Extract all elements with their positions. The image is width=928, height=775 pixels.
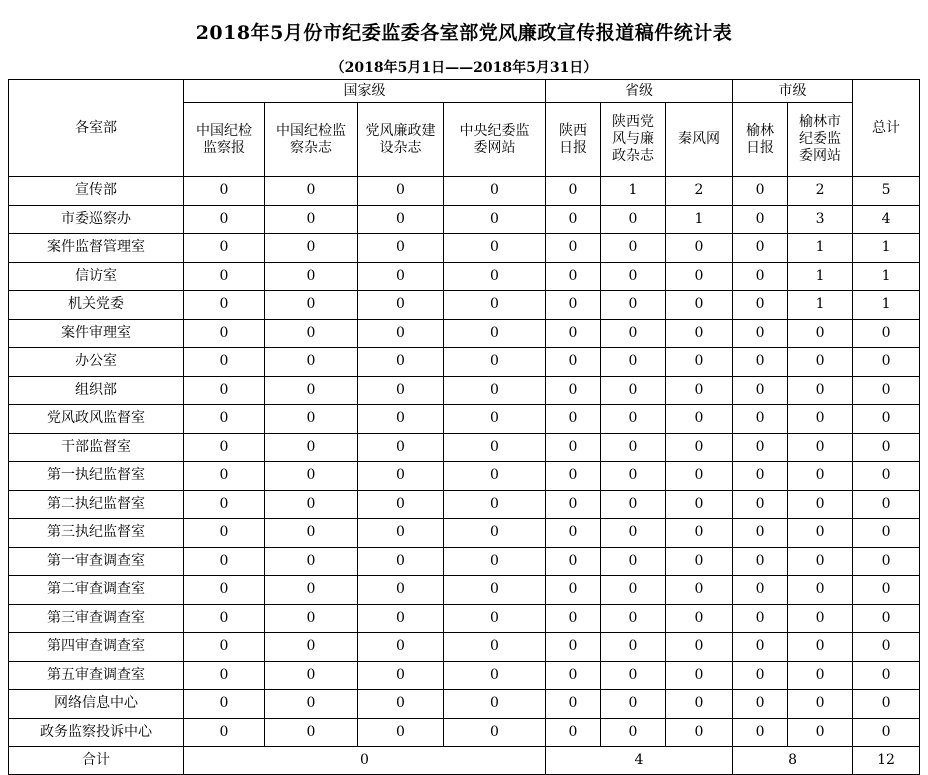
- value-cell: 0: [788, 547, 853, 576]
- row-total-cell: 0: [853, 690, 920, 719]
- value-cell: 0: [666, 262, 733, 291]
- value-cell: 0: [444, 690, 546, 719]
- dept-header: 各室部: [9, 80, 184, 177]
- value-cell: 0: [601, 604, 666, 633]
- value-cell: 1: [601, 177, 666, 206]
- value-cell: 0: [733, 661, 788, 690]
- column-header: 陕西日报: [546, 103, 601, 177]
- row-total-cell: 0: [853, 547, 920, 576]
- table-row: [9, 291, 920, 320]
- value-cell: 0: [358, 405, 444, 434]
- value-cell: 0: [358, 633, 444, 662]
- value-cell: 1: [788, 291, 853, 320]
- column-header: 中央纪委监委网站: [444, 103, 546, 177]
- value-cell: 0: [444, 661, 546, 690]
- row-total-cell: 0: [853, 519, 920, 548]
- dept-name-cell: 第一审查调查室: [9, 547, 184, 576]
- value-cell: 0: [666, 490, 733, 519]
- value-cell: 0: [444, 462, 546, 491]
- value-cell: 0: [601, 576, 666, 605]
- dept-name-cell: 第四审查调查室: [9, 633, 184, 662]
- value-cell: 0: [358, 177, 444, 206]
- value-cell: 0: [358, 661, 444, 690]
- value-cell: 0: [184, 433, 265, 462]
- value-cell: 0: [265, 291, 358, 320]
- dept-name-cell: 第一执纪监督室: [9, 462, 184, 491]
- value-cell: 0: [601, 462, 666, 491]
- value-cell: 0: [601, 661, 666, 690]
- row-total-cell: 0: [853, 376, 920, 405]
- value-cell: 0: [358, 547, 444, 576]
- summary-provincial: 4: [546, 747, 733, 775]
- value-cell: 0: [265, 690, 358, 719]
- table-row: [9, 319, 920, 348]
- value-cell: 0: [788, 490, 853, 519]
- value-cell: 0: [666, 633, 733, 662]
- value-cell: 0: [733, 519, 788, 548]
- table-row: [9, 376, 920, 405]
- table-row: [9, 433, 920, 462]
- value-cell: 0: [788, 433, 853, 462]
- value-cell: 0: [184, 319, 265, 348]
- column-header: 党风廉政建设杂志: [358, 103, 444, 177]
- value-cell: 0: [184, 519, 265, 548]
- value-cell: 0: [601, 718, 666, 747]
- table-row: [9, 519, 920, 548]
- table-row: [9, 604, 920, 633]
- table-row: [9, 234, 920, 263]
- value-cell: 0: [184, 576, 265, 605]
- value-cell: 0: [733, 405, 788, 434]
- value-cell: 0: [546, 433, 601, 462]
- value-cell: 0: [358, 433, 444, 462]
- value-cell: 0: [666, 405, 733, 434]
- row-total-cell: 0: [853, 718, 920, 747]
- page-title: 2018年5月份市纪委监委各室部党风廉政宣传报道稿件统计表: [195, 22, 733, 44]
- value-cell: 0: [546, 376, 601, 405]
- row-total-cell: 0: [853, 576, 920, 605]
- group-header-national: 国家级: [184, 80, 546, 103]
- value-cell: 0: [546, 547, 601, 576]
- value-cell: 1: [788, 262, 853, 291]
- value-cell: 0: [733, 205, 788, 234]
- row-total-cell: 4: [853, 205, 920, 234]
- value-cell: 0: [546, 319, 601, 348]
- value-cell: 0: [666, 661, 733, 690]
- value-cell: 0: [733, 462, 788, 491]
- value-cell: 0: [601, 433, 666, 462]
- row-total-cell: 0: [853, 462, 920, 491]
- value-cell: 0: [265, 376, 358, 405]
- dept-name-cell: 政务监察投诉中心: [9, 718, 184, 747]
- value-cell: 0: [788, 462, 853, 491]
- value-cell: 0: [184, 405, 265, 434]
- value-cell: 0: [601, 376, 666, 405]
- dept-name-cell: 案件监督管理室: [9, 234, 184, 263]
- value-cell: 0: [546, 633, 601, 662]
- row-total-cell: 0: [853, 604, 920, 633]
- value-cell: 0: [601, 205, 666, 234]
- value-cell: 1: [788, 234, 853, 263]
- value-cell: 0: [358, 490, 444, 519]
- table-body: [9, 177, 920, 747]
- value-cell: 0: [358, 576, 444, 605]
- value-cell: 0: [601, 234, 666, 263]
- column-header: 榆林日报: [733, 103, 788, 177]
- summary-national: 0: [184, 747, 546, 775]
- value-cell: 0: [733, 319, 788, 348]
- summary-label: 合计: [9, 747, 184, 775]
- value-cell: 0: [444, 604, 546, 633]
- value-cell: 0: [358, 376, 444, 405]
- dept-name-cell: 第二执纪监督室: [9, 490, 184, 519]
- column-header: 秦风网: [666, 103, 733, 177]
- value-cell: 0: [666, 319, 733, 348]
- value-cell: 0: [444, 234, 546, 263]
- value-cell: 0: [184, 462, 265, 491]
- value-cell: 0: [788, 376, 853, 405]
- value-cell: 0: [733, 291, 788, 320]
- value-cell: 0: [788, 718, 853, 747]
- statistics-table: [8, 79, 920, 775]
- row-total-cell: 1: [853, 262, 920, 291]
- value-cell: 0: [733, 348, 788, 377]
- value-cell: 0: [546, 519, 601, 548]
- value-cell: 0: [733, 604, 788, 633]
- dept-name-cell: 第三执纪监督室: [9, 519, 184, 548]
- value-cell: 0: [444, 376, 546, 405]
- value-cell: 0: [184, 234, 265, 263]
- value-cell: 0: [733, 376, 788, 405]
- value-cell: 0: [444, 177, 546, 206]
- value-cell: 0: [601, 690, 666, 719]
- value-cell: 0: [265, 519, 358, 548]
- value-cell: 0: [733, 234, 788, 263]
- value-cell: 0: [265, 234, 358, 263]
- value-cell: 0: [358, 234, 444, 263]
- value-cell: 0: [358, 604, 444, 633]
- value-cell: 0: [546, 718, 601, 747]
- value-cell: 0: [265, 661, 358, 690]
- value-cell: 0: [265, 433, 358, 462]
- value-cell: 0: [546, 661, 601, 690]
- summary-row: [9, 747, 920, 775]
- value-cell: 0: [601, 519, 666, 548]
- column-header: 榆林市纪委监委网站: [788, 103, 853, 177]
- value-cell: 0: [788, 690, 853, 719]
- value-cell: 0: [444, 519, 546, 548]
- value-cell: 0: [666, 348, 733, 377]
- dept-name-cell: 案件审理室: [9, 319, 184, 348]
- value-cell: 0: [666, 291, 733, 320]
- table-row: [9, 576, 920, 605]
- value-cell: 0: [601, 319, 666, 348]
- value-cell: 0: [546, 490, 601, 519]
- page-subtitle: （2018年5月1日——2018年5月31日）: [330, 60, 598, 76]
- table-row: [9, 177, 920, 206]
- value-cell: 0: [788, 319, 853, 348]
- table-row: [9, 547, 920, 576]
- row-total-cell: 1: [853, 291, 920, 320]
- value-cell: 0: [184, 490, 265, 519]
- table-row: [9, 690, 920, 719]
- table-row: [9, 633, 920, 662]
- value-cell: 0: [444, 319, 546, 348]
- table-row: [9, 661, 920, 690]
- value-cell: 0: [601, 348, 666, 377]
- value-cell: 0: [265, 633, 358, 662]
- value-cell: 0: [265, 319, 358, 348]
- value-cell: 0: [265, 547, 358, 576]
- value-cell: 0: [265, 348, 358, 377]
- value-cell: 0: [265, 405, 358, 434]
- column-header: 中国纪检监察杂志: [265, 103, 358, 177]
- row-total-cell: 0: [853, 348, 920, 377]
- value-cell: 0: [546, 576, 601, 605]
- value-cell: 0: [265, 205, 358, 234]
- value-cell: 0: [358, 348, 444, 377]
- value-cell: 0: [546, 262, 601, 291]
- value-cell: 0: [358, 291, 444, 320]
- value-cell: 0: [265, 490, 358, 519]
- value-cell: 2: [788, 177, 853, 206]
- value-cell: 0: [265, 718, 358, 747]
- dept-name-cell: 办公室: [9, 348, 184, 377]
- value-cell: 0: [444, 348, 546, 377]
- value-cell: 0: [733, 262, 788, 291]
- table-row: [9, 490, 920, 519]
- summary-total: 12: [853, 747, 920, 775]
- value-cell: 0: [733, 177, 788, 206]
- dept-name-cell: 组织部: [9, 376, 184, 405]
- value-cell: 0: [358, 718, 444, 747]
- value-cell: 0: [444, 633, 546, 662]
- value-cell: 0: [733, 633, 788, 662]
- value-cell: 0: [184, 348, 265, 377]
- value-cell: 0: [666, 376, 733, 405]
- value-cell: 0: [184, 661, 265, 690]
- value-cell: 0: [666, 604, 733, 633]
- column-header: 陕西党风与廉政杂志: [601, 103, 666, 177]
- value-cell: 0: [788, 348, 853, 377]
- value-cell: 0: [265, 262, 358, 291]
- table-row: [9, 462, 920, 491]
- value-cell: 0: [444, 262, 546, 291]
- value-cell: 0: [788, 405, 853, 434]
- value-cell: 0: [184, 205, 265, 234]
- dept-name-cell: 宣传部: [9, 177, 184, 206]
- value-cell: 0: [666, 718, 733, 747]
- value-cell: 0: [733, 433, 788, 462]
- value-cell: 0: [546, 405, 601, 434]
- value-cell: 0: [666, 234, 733, 263]
- dept-name-cell: 第三审查调查室: [9, 604, 184, 633]
- value-cell: 0: [546, 177, 601, 206]
- value-cell: 0: [788, 633, 853, 662]
- value-cell: 0: [733, 576, 788, 605]
- value-cell: 0: [666, 690, 733, 719]
- value-cell: 0: [601, 633, 666, 662]
- value-cell: 0: [184, 604, 265, 633]
- value-cell: 0: [444, 718, 546, 747]
- value-cell: 0: [444, 405, 546, 434]
- value-cell: 0: [601, 262, 666, 291]
- value-cell: 0: [444, 291, 546, 320]
- value-cell: 0: [358, 462, 444, 491]
- row-total-cell: 0: [853, 433, 920, 462]
- value-cell: 0: [666, 462, 733, 491]
- value-cell: 0: [788, 519, 853, 548]
- row-total-cell: 0: [853, 490, 920, 519]
- value-cell: 0: [444, 576, 546, 605]
- value-cell: 0: [666, 547, 733, 576]
- value-cell: 0: [358, 262, 444, 291]
- value-cell: 0: [788, 604, 853, 633]
- dept-name-cell: 市委巡察办: [9, 205, 184, 234]
- value-cell: 0: [265, 462, 358, 491]
- value-cell: 0: [184, 262, 265, 291]
- value-cell: 2: [666, 177, 733, 206]
- value-cell: 3: [788, 205, 853, 234]
- value-cell: 0: [733, 718, 788, 747]
- value-cell: 0: [788, 661, 853, 690]
- value-cell: 0: [184, 718, 265, 747]
- table-row: [9, 718, 920, 747]
- value-cell: 0: [184, 547, 265, 576]
- value-cell: 0: [546, 690, 601, 719]
- table-row: [9, 348, 920, 377]
- table-row: [9, 205, 920, 234]
- value-cell: 0: [601, 547, 666, 576]
- value-cell: 0: [444, 433, 546, 462]
- dept-name-cell: 第二审查调查室: [9, 576, 184, 605]
- value-cell: 0: [788, 576, 853, 605]
- row-total-cell: 5: [853, 177, 920, 206]
- value-cell: 0: [546, 234, 601, 263]
- value-cell: 0: [733, 490, 788, 519]
- value-cell: 0: [546, 205, 601, 234]
- row-total-cell: 0: [853, 633, 920, 662]
- row-total-cell: 1: [853, 234, 920, 263]
- value-cell: 0: [358, 319, 444, 348]
- summary-city: 8: [733, 747, 853, 775]
- value-cell: 0: [601, 291, 666, 320]
- dept-name-cell: 干部监督室: [9, 433, 184, 462]
- value-cell: 0: [444, 490, 546, 519]
- value-cell: 0: [601, 490, 666, 519]
- value-cell: 0: [546, 291, 601, 320]
- value-cell: 0: [358, 519, 444, 548]
- value-cell: 0: [733, 690, 788, 719]
- dept-name-cell: 信访室: [9, 262, 184, 291]
- row-total-cell: 0: [853, 319, 920, 348]
- dept-name-cell: 党风政风监督室: [9, 405, 184, 434]
- value-cell: 0: [546, 348, 601, 377]
- value-cell: 0: [184, 291, 265, 320]
- value-cell: 0: [265, 604, 358, 633]
- value-cell: 0: [546, 604, 601, 633]
- total-header: 总计: [853, 80, 920, 177]
- value-cell: 0: [444, 205, 546, 234]
- table-row: [9, 405, 920, 434]
- value-cell: 0: [184, 177, 265, 206]
- group-header-provincial: 省级: [546, 80, 733, 103]
- group-header-row: [9, 80, 920, 103]
- value-cell: 0: [184, 633, 265, 662]
- value-cell: 1: [666, 205, 733, 234]
- value-cell: 0: [358, 205, 444, 234]
- group-header-city: 市级: [733, 80, 853, 103]
- value-cell: 0: [184, 376, 265, 405]
- value-cell: 0: [666, 576, 733, 605]
- value-cell: 0: [601, 405, 666, 434]
- dept-name-cell: 网络信息中心: [9, 690, 184, 719]
- value-cell: 0: [666, 433, 733, 462]
- value-cell: 0: [733, 547, 788, 576]
- value-cell: 0: [358, 690, 444, 719]
- value-cell: 0: [546, 462, 601, 491]
- dept-name-cell: 第五审查调查室: [9, 661, 184, 690]
- value-cell: 0: [666, 519, 733, 548]
- dept-name-cell: 机关党委: [9, 291, 184, 320]
- row-total-cell: 0: [853, 405, 920, 434]
- value-cell: 0: [265, 177, 358, 206]
- row-total-cell: 0: [853, 661, 920, 690]
- table-row: [9, 262, 920, 291]
- column-header: 中国纪检监察报: [184, 103, 265, 177]
- value-cell: 0: [265, 576, 358, 605]
- value-cell: 0: [444, 547, 546, 576]
- value-cell: 0: [184, 690, 265, 719]
